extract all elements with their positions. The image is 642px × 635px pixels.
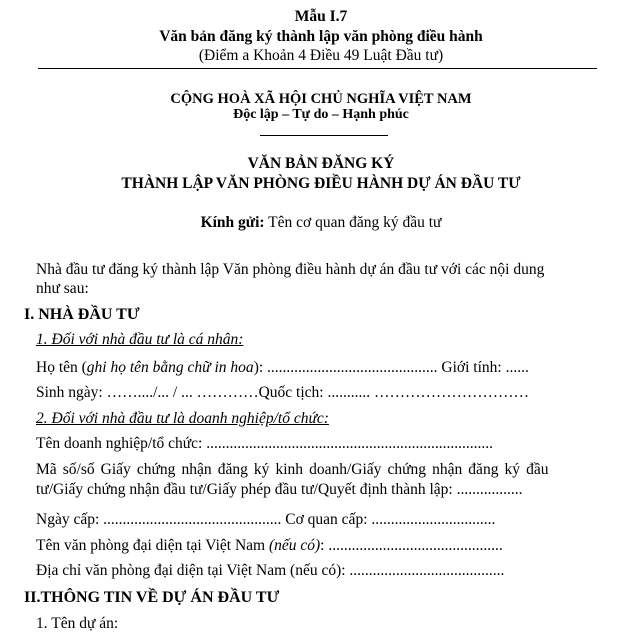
individual-heading: 1. Đối với nhà đầu tư là cá nhân: — [36, 331, 244, 348]
form-number: Mẫu I.7 — [294, 8, 348, 25]
name-label: Họ tên ( — [36, 359, 87, 376]
document-title-line2: THÀNH LẬP VĂN PHÒNG ĐIỀU HÀNH DỰ ÁN ĐẦU TƯ — [121, 175, 521, 192]
rep-office-address-field: Địa chỉ văn phòng đại diện tại Việt Nam (nếu có): ........................................ — [36, 562, 505, 579]
section2-heading: II.THÔNG TIN VỀ DỰ ÁN ĐẦU TƯ — [24, 589, 280, 606]
project-name-field: 1. Tên dự án: — [36, 615, 119, 632]
rep-office-label: Tên văn phòng đại diện tại Việt Nam — [36, 537, 269, 554]
recipient — [0, 214, 642, 232]
enterprise-cert-line2: tư/Giấy chứng nhận đầu tư/Giấy phép đầu tư/Quyết định thành lập: ................. — [36, 481, 523, 498]
individual-name-field — [36, 359, 529, 377]
recipient-label: Kính gửi: — [200, 214, 265, 231]
document-title-line1: VĂN BẢN ĐĂNG KÝ — [247, 155, 395, 172]
enterprise-cert-line1: Mã số/số Giấy chứng nhận đăng ký kinh doanh/Giấy chứng nhận đăng ký đầu — [36, 461, 549, 478]
intro-line1: Nhà đầu tư đăng ký thành lập Văn phòng điều hành dự án đầu tư với các nội dung — [36, 261, 545, 278]
enterprise-name-field: Tên doanh nghiệp/tổ chức: .......................................................................... — [36, 435, 493, 452]
enterprise-heading: 2. Đối với nhà đầu tư là doanh nghiệp/tổ chức: — [36, 410, 329, 427]
name-tail: ): ............................................ Giới tính: ...... — [253, 359, 529, 376]
rep-office-name-field — [36, 537, 503, 555]
national-motto: Độc lập – Tự do – Hạnh phúc — [233, 107, 409, 122]
name-hint: ghi họ tên bằng chữ in hoa — [86, 359, 254, 376]
form-title: Văn bản đăng ký thành lập văn phòng điều hành — [159, 28, 483, 45]
rep-office-hint: (nếu có) — [268, 537, 321, 554]
rep-office-tail: : ............................................. — [320, 537, 503, 554]
header-divider — [38, 68, 597, 69]
recipient-value: Tên cơ quan đăng ký đầu tư — [264, 214, 442, 231]
individual-birth-nationality: Sinh ngày: ……..../... / ... …………Quốc tịch: ........... ………………………… — [36, 384, 529, 401]
form-legal-basis: (Điểm a Khoản 4 Điều 49 Luật Đầu tư) — [198, 47, 444, 64]
motto-underline — [260, 135, 388, 136]
enterprise-issue-field: Ngày cấp: .............................................. Cơ quan cấp: ................................ — [36, 511, 496, 528]
section1-heading: I. NHÀ ĐẦU TƯ — [24, 306, 140, 323]
intro-line2: như sau: — [36, 280, 89, 297]
country-name: CỘNG HOÀ XÃ HỘI CHỦ NGHĨA VIỆT NAM — [170, 91, 472, 107]
